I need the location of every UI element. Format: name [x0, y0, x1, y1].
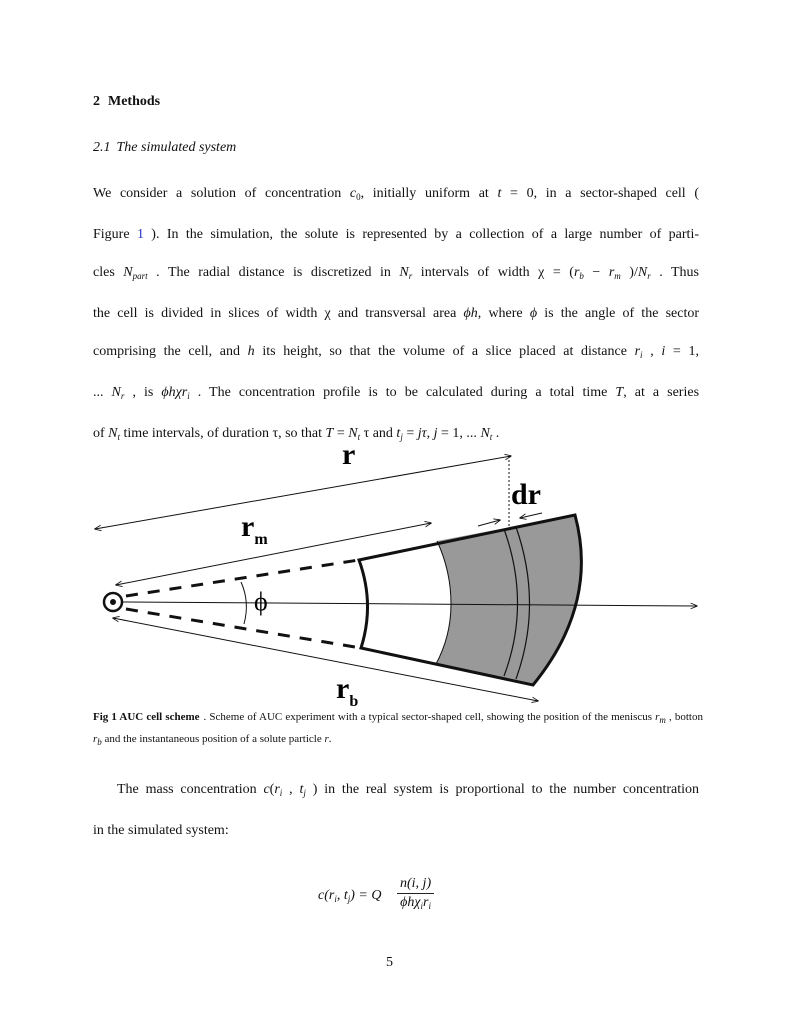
equation-fraction	[397, 876, 434, 911]
paragraph-line: cles $N_{part}$ . The radial distance is discretized in $N_r$ intervals of width $\chi = (r_b - r_m$ )$/N_r$ . Thus	[93, 264, 700, 281]
paragraph-line: of $N_t$ time intervals, of duration τ, so that $T = N_t$ τ and $t_j = j\tau$, j = 1, ... $N_t$ .	[93, 426, 500, 443]
paragraph-line: The mass concentration $c(r_i$ , $t_j$ ) in the real system is proportional to the number concentration	[117, 782, 700, 798]
rotation-center-dot	[110, 599, 116, 605]
equation-denominator: $\phi h\chi_ir_i$	[400, 895, 431, 911]
subsection-number: 2.1	[93, 140, 111, 155]
figure-reference-link[interactable]: 1	[136, 227, 144, 243]
auc-cell-scheme-figure	[86, 436, 706, 708]
dr-arrow	[520, 513, 542, 518]
caption-label: Fig 1 AUC cell scheme	[93, 711, 200, 723]
axis-arrow	[122, 602, 697, 606]
dr-arrow	[478, 520, 500, 526]
r-arrow	[95, 456, 511, 529]
paragraph-line: comprising the cell, and h its height, so that the volume of a slice placed at distance $r_i$ , i = 1,	[93, 343, 699, 360]
section-heading	[93, 94, 160, 110]
sector-edge-dashed	[126, 560, 359, 596]
equation-lhs: $c(r_i$, $t_j) = Q$	[318, 888, 382, 904]
figure-label-dr: dr	[511, 478, 541, 511]
figure-label-rm: $r_m$	[241, 510, 268, 548]
paragraph-line: the cell is divided in slices of width χ and transversal area ϕh, where ϕ is the angle of the sector	[93, 306, 699, 322]
figure-label-rb: $r_b$	[336, 672, 359, 708]
paragraph-line: in the simulated system:	[93, 823, 229, 839]
paragraph-line: Figure 1 ). In the simulation, the solute is represented by a collection of a large number of parti-	[93, 227, 699, 243]
subsection-heading	[93, 140, 236, 156]
concentration-equation	[300, 872, 500, 920]
page-number: 5	[386, 955, 393, 970]
paragraph-simulated-system	[93, 175, 699, 457]
figure-caption: Fig 1 AUC cell scheme . Scheme of AUC experiment with a typical sector-shaped cell, showing the position of the meniscus $r_m$ , botton $r_b$ and the instantaneous position of a solute particle r.	[93, 711, 703, 747]
section-title: Methods	[108, 94, 161, 109]
figure-label-r: r	[342, 438, 356, 471]
paragraph-mass-concentration	[93, 771, 699, 850]
section-number: 2	[93, 94, 100, 109]
subsection-title: The simulated system	[116, 140, 237, 155]
figure-label-phi: ϕ	[254, 587, 268, 616]
paragraph-line: We consider a solution of concentration $c_0$, initially uniform at t = 0, in a sector-shaped cell (	[93, 186, 700, 202]
paragraph-line: ... $N_r$ , is ϕhχr$_i$ . The concentration profile is to be calculated during a total time T, at a series	[93, 385, 700, 402]
sector-edge-dashed	[126, 609, 361, 648]
equation-numerator: n(i, j)	[397, 876, 434, 894]
